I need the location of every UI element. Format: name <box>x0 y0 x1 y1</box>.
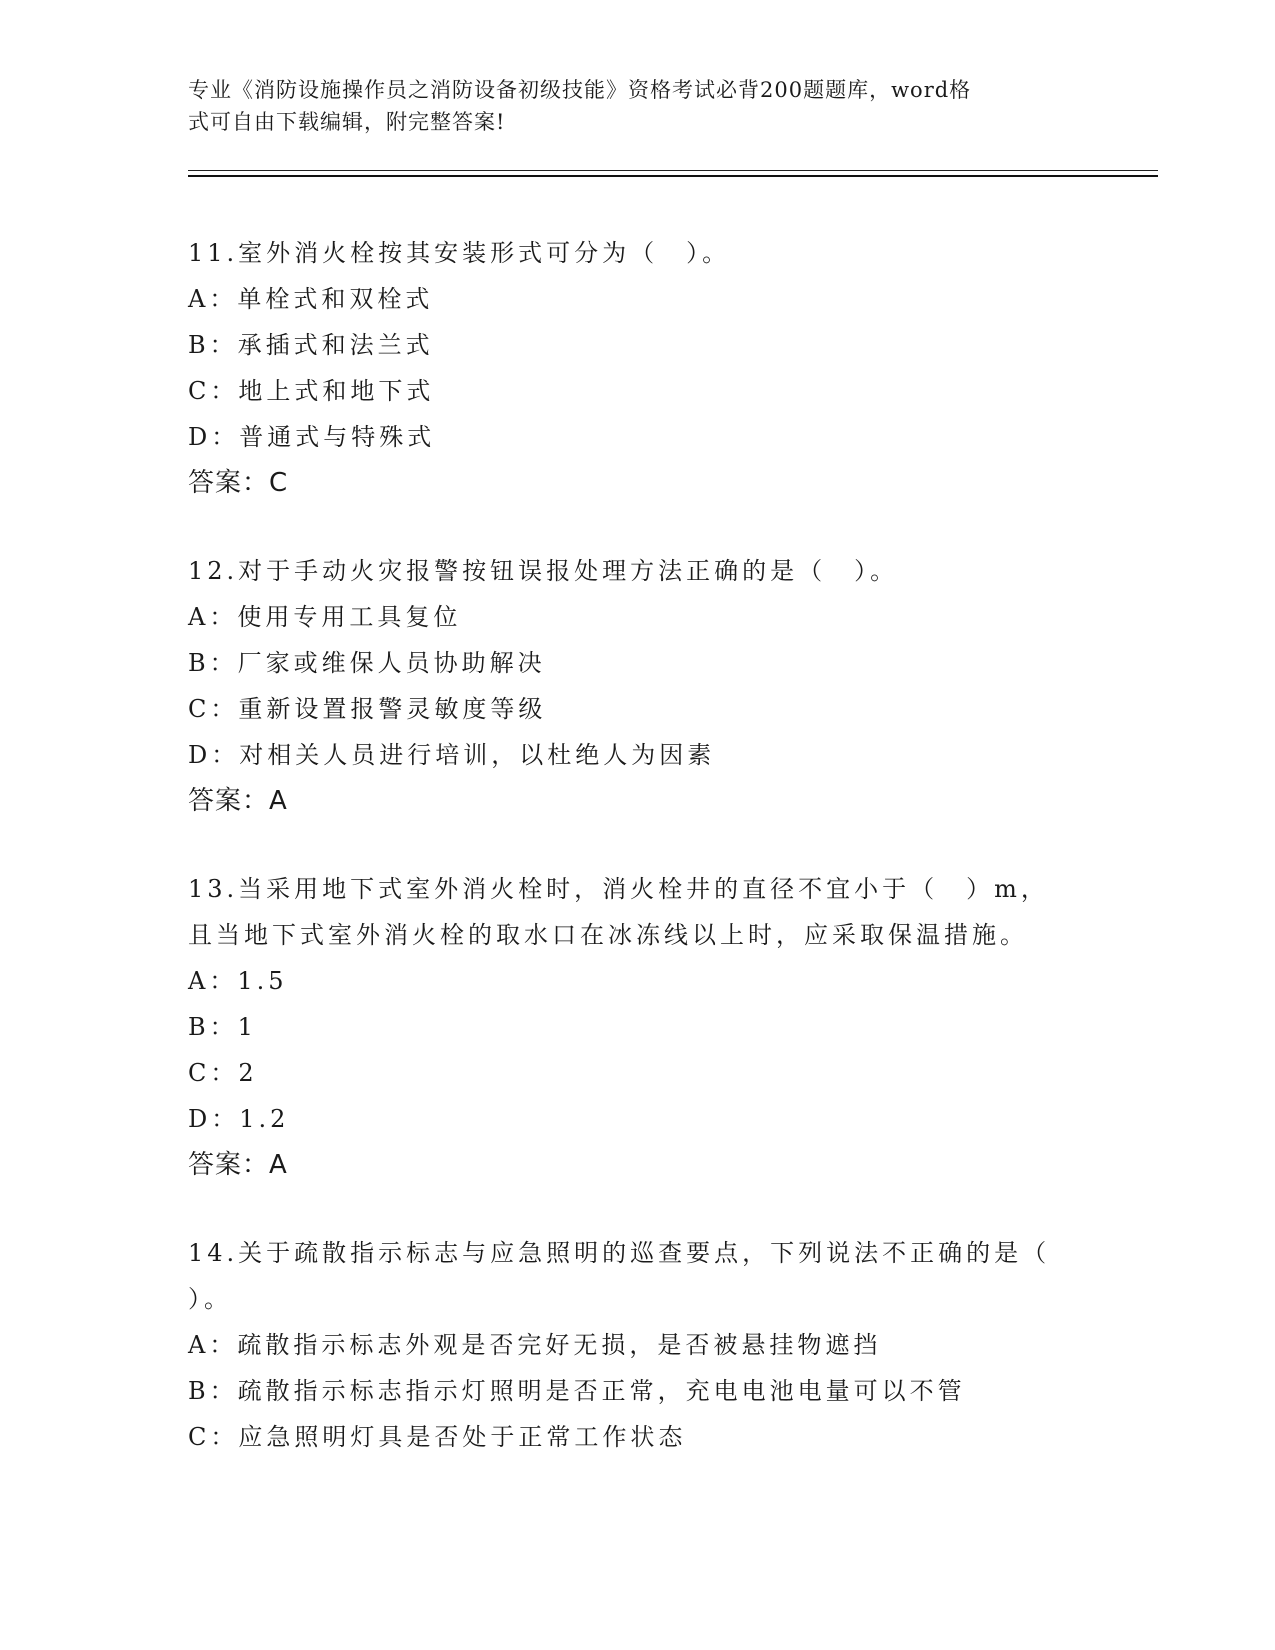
option-b: B：厂家或维保人员协助解决 <box>188 649 546 677</box>
question-stem-line-1: 14.关于疏散指示标志与应急照明的巡查要点，下列说法不正确的是（ <box>188 1239 1051 1267</box>
question-11 <box>188 230 1088 506</box>
answer: 答案：A <box>188 786 288 816</box>
option-a: A：使用专用工具复位 <box>188 603 462 631</box>
option-d: D：对相关人员进行培训，以杜绝人为因素 <box>188 741 716 769</box>
option-d: D：1.2 <box>188 1105 290 1133</box>
question-stem-line-2: ）。 <box>188 1285 232 1313</box>
intro-line-2: 式可自由下载编辑，附完整答案! <box>188 110 506 134</box>
option-c: C：应急照明灯具是否处于正常工作状态 <box>188 1423 687 1451</box>
question-12 <box>188 548 1088 824</box>
intro-line-1: 专业《消防设施操作员之消防设备初级技能》资格考试必背200题题库，word格 <box>188 78 972 102</box>
question-14 <box>188 1230 1088 1460</box>
header-rule-top <box>188 170 1158 171</box>
answer: 答案：C <box>188 468 289 498</box>
option-a: A：单栓式和双栓式 <box>188 285 434 313</box>
option-d: D：普通式与特殊式 <box>188 423 436 451</box>
question-stem-line-2: 且当地下式室外消火栓的取水口在冰冻线以上时，应采取保温措施。 <box>188 921 1028 949</box>
option-a: A：1.5 <box>188 967 288 995</box>
question-stem-line-1: 13.当采用地下式室外消火栓时，消火栓井的直径不宜小于（ ）m， <box>188 875 1049 903</box>
document-intro <box>188 74 1088 138</box>
option-b: B：疏散指示标志指示灯照明是否正常，充电电池电量可以不管 <box>188 1377 966 1405</box>
option-c: C：重新设置报警灵敏度等级 <box>188 695 547 723</box>
option-b: B：承插式和法兰式 <box>188 331 434 359</box>
option-b: B：1 <box>188 1013 257 1041</box>
header-rule-bottom <box>188 175 1158 177</box>
question-stem: 12.对于手动火灾报警按钮误报处理方法正确的是（ ）。 <box>188 557 899 585</box>
option-c: C：地上式和地下式 <box>188 377 435 405</box>
question-13 <box>188 866 1088 1188</box>
option-a: A：疏散指示标志外观是否完好无损，是否被悬挂物遮挡 <box>188 1331 882 1359</box>
question-stem: 11.室外消火栓按其安装形式可分为（ ）。 <box>188 239 731 267</box>
option-c: C：2 <box>188 1059 258 1087</box>
answer: 答案：A <box>188 1150 288 1180</box>
